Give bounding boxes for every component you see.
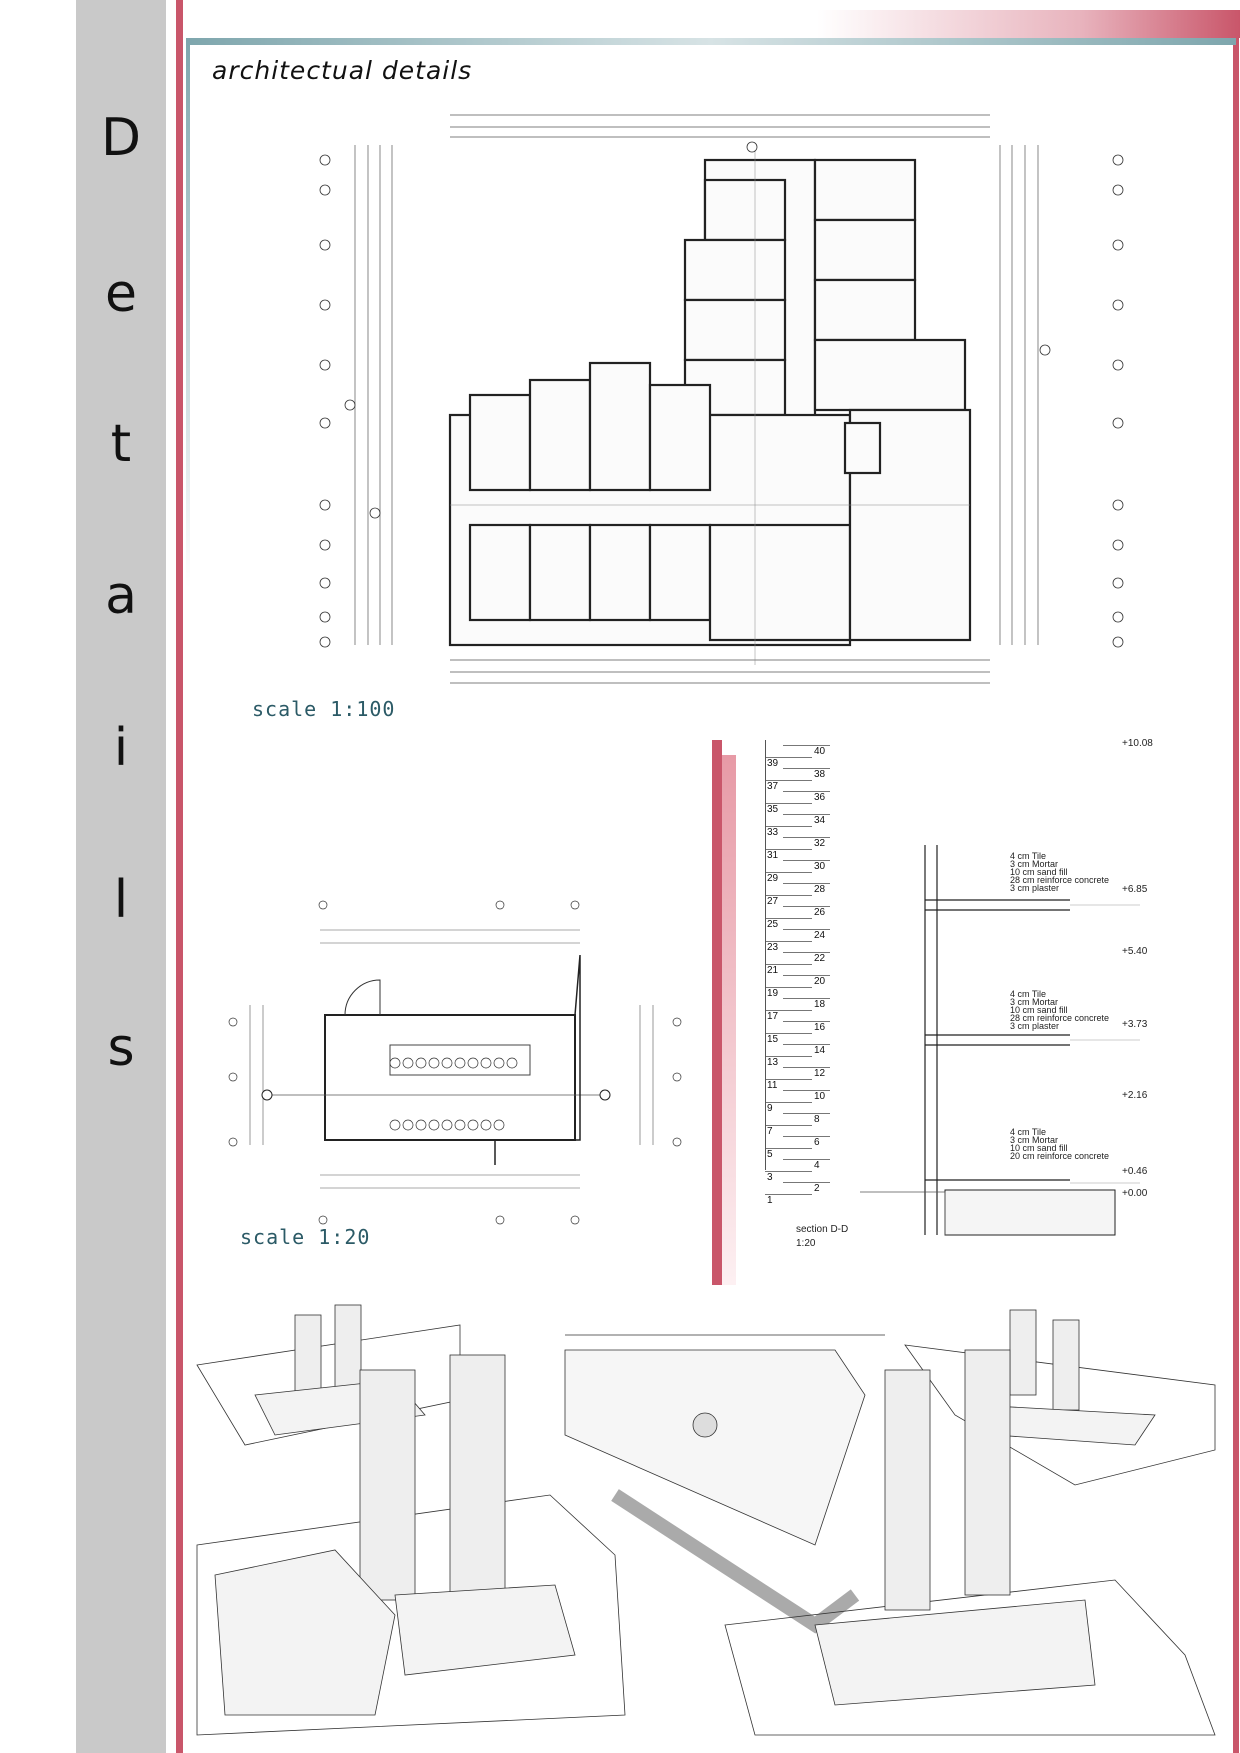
- stair-step-number: 5: [767, 1148, 773, 1160]
- stair-step-number: 36: [814, 792, 826, 803]
- stair-step-number: 7: [767, 1125, 773, 1137]
- stair-step-number: 10: [814, 1091, 826, 1102]
- section-level: +5.40: [1122, 946, 1148, 957]
- stair-step-number: 26: [814, 907, 826, 918]
- stair-step-number: 27: [767, 895, 779, 907]
- section-level: +6.85: [1122, 884, 1148, 895]
- stair-step-number: 9: [767, 1102, 773, 1114]
- render-perspective-large-left: [197, 1355, 625, 1735]
- left-teal-rule: [186, 38, 190, 588]
- stair-step-number: 25: [767, 918, 779, 930]
- section-level: +0.00: [1122, 1188, 1148, 1199]
- accent-bar-fade: [722, 755, 736, 1285]
- sidebar-letter: e: [105, 264, 137, 324]
- layer-label: 10 cm sand fill: [1010, 867, 1068, 877]
- section-layers-middle: [1010, 990, 1109, 1030]
- sidebar-letter: a: [105, 566, 137, 626]
- stair-step-number: 34: [814, 815, 826, 826]
- stair-step-number: 39: [767, 757, 779, 769]
- sidebar-letter: s: [107, 1018, 135, 1078]
- section-level: +3.73: [1122, 1019, 1148, 1030]
- stair-step-number: 29: [767, 872, 779, 884]
- stair-step-number: 21: [767, 964, 779, 976]
- stair-step-number: 16: [814, 1022, 826, 1033]
- steps-rail: [765, 740, 766, 1170]
- stair-step-number: 2: [814, 1183, 820, 1194]
- layer-label: 3 cm Mortar: [1010, 1135, 1059, 1145]
- stair-step-number: 14: [814, 1045, 826, 1056]
- sheet-frame-left: [176, 0, 183, 1753]
- stair-step-number: 40: [814, 746, 826, 757]
- floor-plan-drawing: [310, 105, 1140, 715]
- stair-step-number: 35: [767, 803, 779, 815]
- sidebar-letter: D: [100, 108, 142, 168]
- stair-plan-drawing: [225, 895, 695, 1235]
- stair-step-number: 19: [767, 987, 779, 999]
- stair-step-number: 22: [814, 953, 826, 964]
- accent-bar: [712, 740, 722, 1285]
- stair-step-number: 37: [767, 780, 779, 792]
- stair-plan-scale-label: scale 1:20: [240, 1225, 371, 1249]
- sheet-frame-right: [1233, 10, 1239, 1753]
- floor-plan-scale-label: scale 1:100: [252, 697, 396, 721]
- section-level: +2.16: [1122, 1090, 1148, 1101]
- stair-step-number: 30: [814, 861, 826, 872]
- section-scale: 1:20: [796, 1238, 816, 1249]
- layer-label: 28 cm reinforce concrete: [1010, 1013, 1110, 1023]
- sidebar-letter: l: [113, 870, 129, 930]
- stair-step-number: 38: [814, 769, 826, 780]
- layer-label: 10 cm sand fill: [1010, 1143, 1068, 1153]
- stair-step-number: 17: [767, 1010, 779, 1022]
- stair-step-number: 28: [814, 884, 826, 895]
- layer-label: 3 cm plaster: [1010, 883, 1060, 893]
- stair-step-row: [765, 1194, 812, 1207]
- stair-step-number: 11: [767, 1079, 778, 1091]
- stair-step-number: 3: [767, 1171, 773, 1183]
- stair-step-number: 18: [814, 999, 826, 1010]
- section-title: section D-D: [796, 1224, 849, 1235]
- layer-label: 3 cm Mortar: [1010, 997, 1059, 1007]
- layer-label: 3 cm plaster: [1010, 1021, 1060, 1031]
- layer-label: 4 cm Tile: [1010, 989, 1047, 999]
- layer-label: 4 cm Tile: [1010, 851, 1047, 861]
- section-layers-upper: [1010, 852, 1109, 892]
- layer-label: 3 cm Mortar: [1010, 859, 1059, 869]
- section-layers-lower: [1010, 1128, 1109, 1160]
- stair-step-number: 12: [814, 1068, 826, 1079]
- render-site-plan: [565, 1335, 885, 1625]
- stair-step-number: 33: [767, 826, 779, 838]
- stair-step-number: 13: [767, 1056, 779, 1068]
- renders-panel: [195, 1295, 1225, 1745]
- sidebar-title-strip: [76, 0, 166, 1753]
- header-teal-rule: [186, 38, 1236, 45]
- stair-step-number: 32: [814, 838, 826, 849]
- layer-label: 4 cm Tile: [1010, 1127, 1047, 1137]
- render-perspective-small-right: [905, 1310, 1215, 1485]
- stair-step-number: 31: [767, 849, 779, 861]
- stair-step-number: 15: [767, 1033, 779, 1045]
- header-gradient-band: [183, 10, 1240, 38]
- stair-step-number: 24: [814, 930, 826, 941]
- layer-label: 10 cm sand fill: [1010, 1005, 1068, 1015]
- sidebar-letter: t: [110, 414, 132, 474]
- section-level: +0.46: [1122, 1166, 1148, 1177]
- layer-label: 28 cm reinforce concrete: [1010, 875, 1110, 885]
- stair-step-number: 20: [814, 976, 826, 987]
- stair-step-number: 1: [767, 1194, 773, 1206]
- render-perspective-small-left: [197, 1305, 460, 1445]
- page-heading: architectual details: [212, 56, 473, 85]
- section-level: +10.08: [1122, 738, 1153, 749]
- stair-step-number: 23: [767, 941, 779, 953]
- layer-label: 20 cm reinforce concrete: [1010, 1151, 1110, 1161]
- stair-step-number: 8: [814, 1114, 820, 1125]
- stair-step-number: 4: [814, 1160, 820, 1171]
- sidebar-letter: i: [113, 718, 129, 778]
- stair-step-number: 6: [814, 1137, 820, 1148]
